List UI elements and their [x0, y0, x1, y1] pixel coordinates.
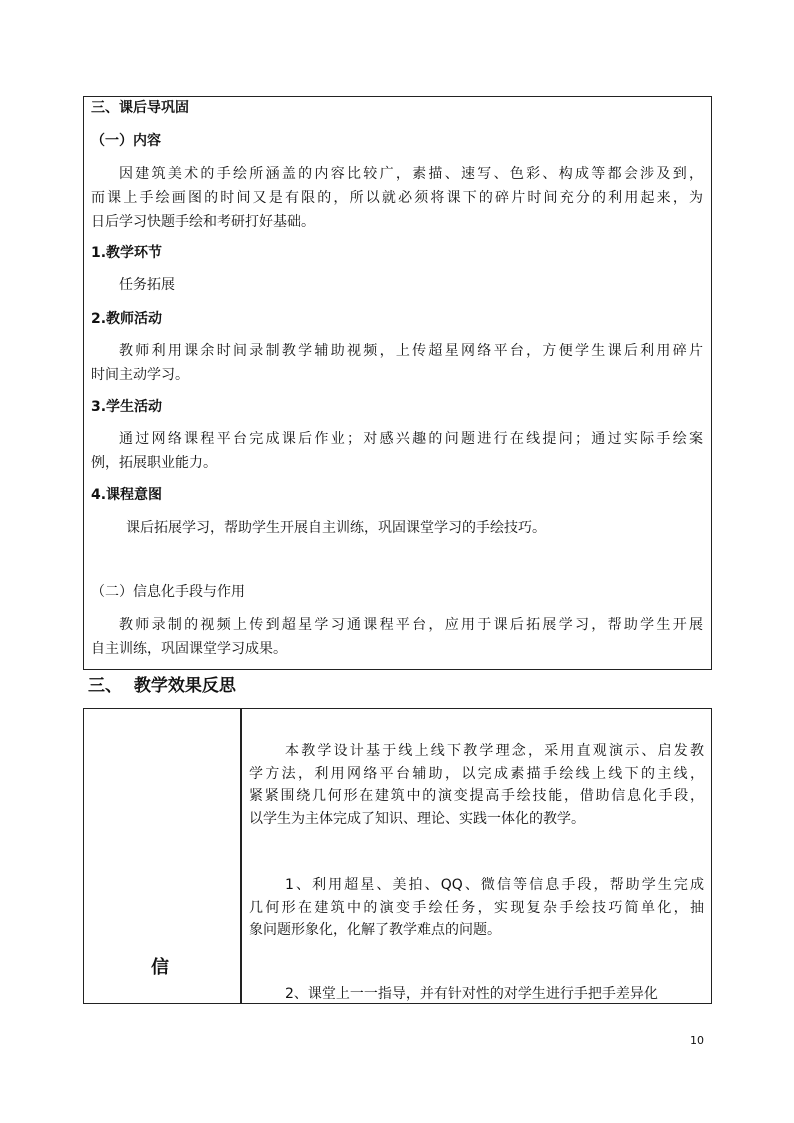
step-heading: 3.学生活动	[91, 399, 163, 415]
paragraph-line: 课后拓展学习，帮助学生开展自主训练，巩固课堂学习的手绘技巧。	[126, 520, 546, 536]
subsection-title: （一）内容	[91, 133, 161, 149]
step-heading: 4.课程意图	[91, 487, 163, 503]
paragraph-line: 时间主动学习。	[91, 367, 189, 383]
paragraph-line: 自主训练，巩固课堂学习成果。	[91, 641, 287, 657]
paragraph-line: 例，拓展职业能力。	[91, 455, 217, 471]
reflection-heading: 三、 教学效果反思	[88, 676, 236, 696]
page-number: 10	[690, 1034, 704, 1047]
paragraph-line: 通过网络课程平台完成课后作业；对感兴趣的问题进行在线提问；通过实际手绘案	[119, 431, 703, 447]
paragraph-line: 1、利用超星、美拍、QQ、微信等信息手段，帮助学生完成	[285, 877, 704, 893]
reflection-left-label: 信	[151, 957, 169, 978]
paragraph-line: 2、课堂上一一指导，并有针对性的对学生进行手把手差异化	[285, 986, 658, 1002]
section-title: 三、课后导巩固	[91, 100, 189, 116]
paragraph-line: 教师利用课余时间录制教学辅助视频，上传超星网络平台，方便学生课后利用碎片	[119, 343, 703, 359]
paragraph-line: 而课上手绘画图的时间又是有限的，所以就必须将课下的碎片时间充分的利用起来，为	[91, 190, 703, 206]
step-heading: 1.教学环节	[91, 245, 163, 261]
paragraph-line: 以学生为主体完成了知识、理论、实践一体化的教学。	[249, 810, 585, 827]
paragraph-line: 本教学设计基于线上线下教学理念，采用直观演示、启发教	[285, 743, 704, 759]
paragraph-line: 因建筑美术的手绘所涵盖的内容比较广，素描、速写、色彩、构成等都会涉及到，	[119, 166, 703, 182]
paragraph-line: 紧紧围绕几何形在建筑中的演变提高手绘技能，借助信息化手段，	[249, 788, 704, 804]
paragraph-line: 日后学习快题手绘和考研打好基础。	[91, 214, 315, 230]
paragraph-line: 教师录制的视频上传到超星学习通课程平台，应用于课后拓展学习，帮助学生开展	[119, 617, 703, 633]
paragraph-line: 几何形在建筑中的演变手绘任务，实现复杂手绘技巧简单化，抽	[249, 899, 704, 916]
paragraph-line: 象问题形象化，化解了教学难点的问题。	[249, 922, 501, 938]
subsection-title: （二）信息化手段与作用	[91, 584, 245, 600]
step-heading: 2.教师活动	[91, 311, 163, 327]
table-column-divider	[240, 708, 242, 1004]
paragraph-line: 任务拓展	[119, 277, 175, 293]
paragraph-line: 学方法，利用网络平台辅助，以完成素描手绘线上线下的主线，	[249, 765, 704, 782]
